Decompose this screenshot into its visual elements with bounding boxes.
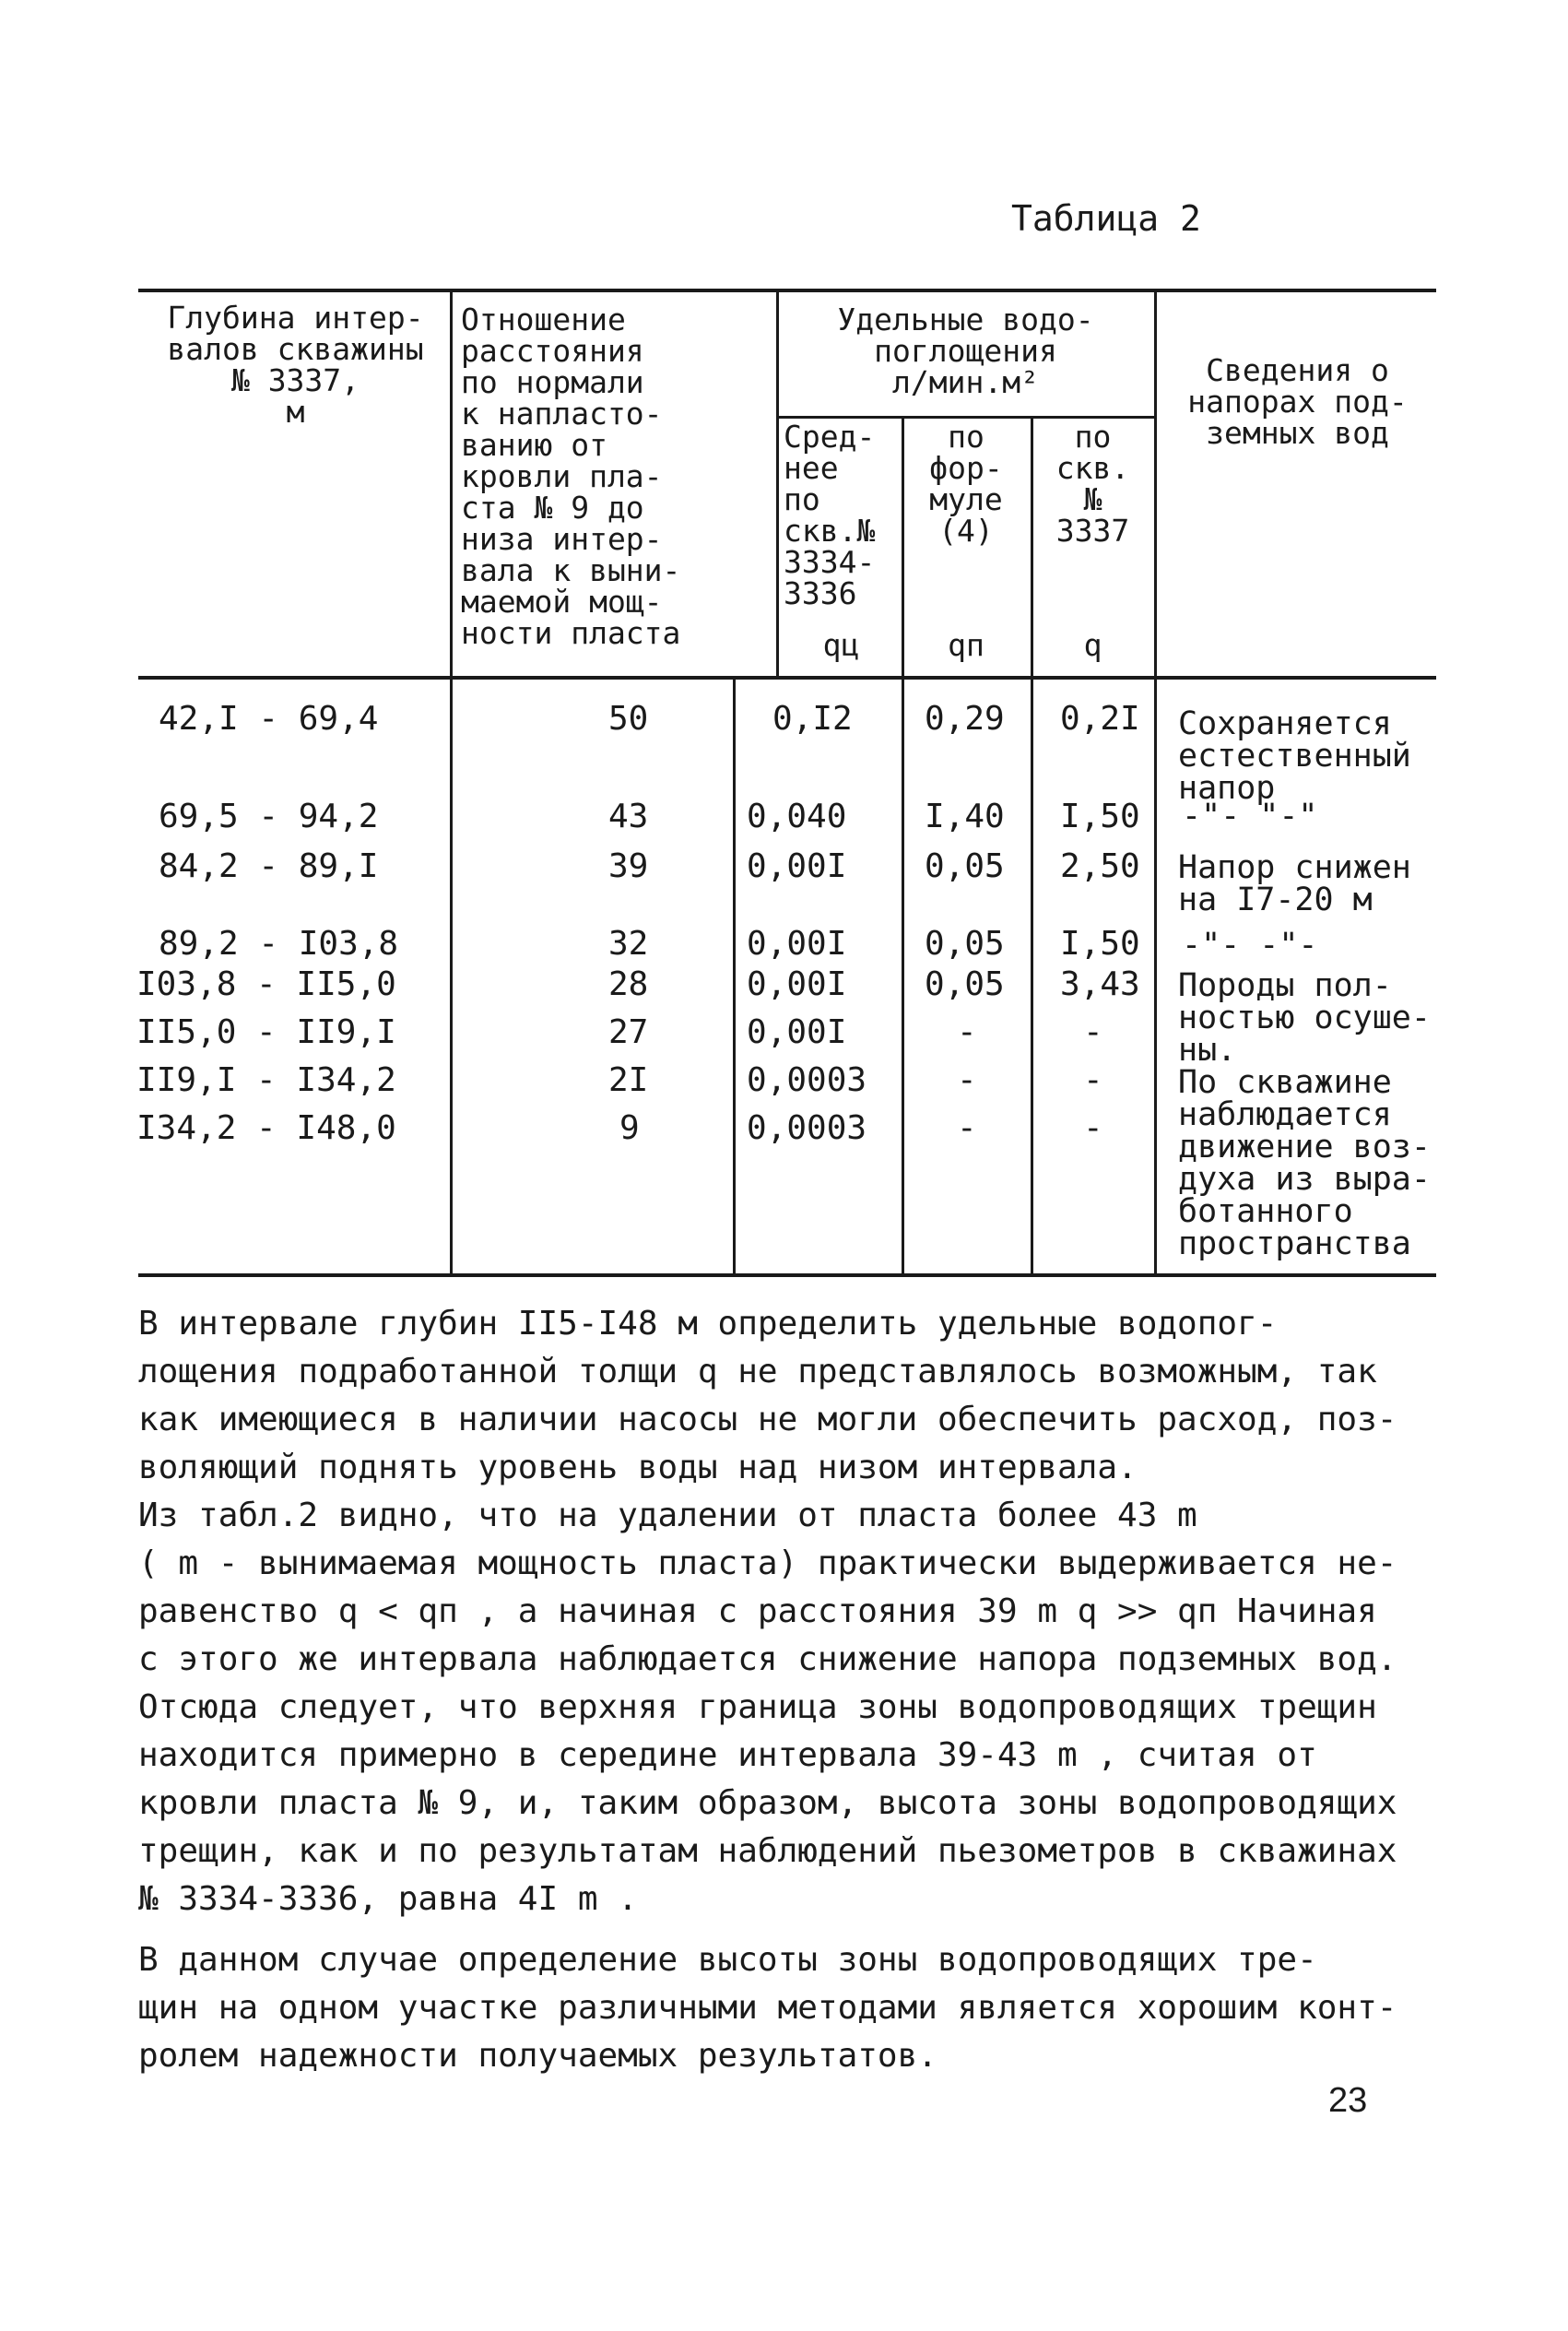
cell-average: 0,00I [747, 965, 847, 1003]
note-natural-pressure: Сохраняется естественный напор [1178, 705, 1411, 807]
cell-formula: I,40 [925, 798, 1005, 835]
col-divider-2b [733, 676, 736, 1275]
cell-depth: 89,2 - I03,8 [159, 925, 399, 963]
cell-well: - [1083, 1013, 1103, 1051]
header-sub-average: Сред- нее по скв.№ 3334- 3336 [784, 419, 876, 611]
cell-ratio: 43 [608, 798, 649, 835]
cell-formula: - [957, 1109, 977, 1147]
paragraph-1: В интервале глубин II5-I48 м определить удельные водопог- лощения подработанной толщи q не представлялось возможным, так как имеющиеся в наличии насосы не могли обеспечить расход, поз- воляющий поднять уровень воды над низом интервала. [138, 1305, 1397, 1486]
cell-depth: 84,2 - 89,I [159, 847, 379, 885]
cell-well: I,50 [1060, 798, 1140, 835]
cell-formula: 0,05 [925, 965, 1005, 1003]
cell-average: 0,00I [747, 925, 847, 963]
table-top-rule [138, 289, 1436, 292]
cell-well: 2,50 [1060, 847, 1140, 885]
cell-ratio: 32 [608, 925, 649, 963]
cell-formula: 0,05 [925, 847, 1005, 885]
cell-depth: I03,8 - II5,0 [136, 965, 396, 1003]
cell-ratio: 28 [608, 965, 649, 1003]
header-sub-formula-symbol: qп [948, 627, 984, 663]
cell-formula: - [957, 1013, 977, 1051]
col-divider-3 [902, 416, 904, 1275]
cell-average: 0,040 [747, 798, 847, 835]
header-absorption: Удельные водо- поглощения л/мин.м² [837, 302, 1094, 400]
header-pressure-info: Сведения о напорах под- земных вод [1187, 352, 1408, 451]
cell-average: 0,00I [747, 847, 847, 885]
col-divider-1 [450, 289, 453, 1275]
cell-well: - [1083, 1109, 1103, 1147]
cell-ratio: 27 [608, 1013, 649, 1051]
cell-average: 0,I2 [772, 700, 853, 738]
header-ratio: Отношение расстояния по нормали к напласто- ванию от кровли пла- ста № 9 до низа интер- вала к выни- маемой мощ- ности пласта [461, 302, 681, 651]
cell-well: 0,2I [1060, 700, 1140, 738]
col-divider-4 [1031, 416, 1033, 1275]
cell-depth: II5,0 - II9,I [136, 1013, 396, 1051]
header-sub-formula: по фор- муле (4) [929, 419, 1003, 549]
paragraph-2: Из табл.2 видно, что на удалении от пласта более 43 m ( m - вынимаемая мощность пласта) практически выдерживается не- равенство q < qп , а начиная с расстояния 39 m q >> qп Начиная с этого же интервала наблюдается снижение напора подземных вод. Отсюда следует, что верхняя граница зоны водопроводящих трещин находится примерно в середине интервала 39-43 m , считая от кровли пласта № 9, и, таким образом, высота зоны водопроводящих трещин, как и по результатам наблюдений пьезометров в скважинах № 3334-3336, равна 4I m . [138, 1497, 1397, 1918]
table-header-rule [138, 676, 1436, 680]
cell-average: 0,00I [747, 1013, 847, 1051]
header-sub-well-symbol: q [1083, 627, 1102, 663]
cell-well: I,50 [1060, 925, 1140, 963]
paragraph-3: В данном случае определение высоты зоны водопроводящих тре- щин на одном участке различными методами является хорошим конт- ролем надежности получаемых результатов. [138, 1941, 1397, 2075]
cell-formula: 0,29 [925, 700, 1005, 738]
cell-ratio: 9 [619, 1109, 640, 1147]
cell-well: - [1083, 1061, 1103, 1099]
cell-well: 3,43 [1060, 965, 1140, 1003]
note-rocks-drained: Породы пол- ностью осуше- ны. По скважине наблюдается движение воз- духа из выра- ботанного пространства [1178, 967, 1431, 1262]
cell-depth: 69,5 - 94,2 [159, 798, 379, 835]
table-bottom-rule [138, 1273, 1436, 1277]
cell-formula: 0,05 [925, 925, 1005, 963]
page-number: 23 [1328, 2081, 1368, 2120]
col-divider-2a [776, 289, 779, 678]
cell-depth: II9,I - I34,2 [136, 1061, 396, 1099]
cell-ratio: 2I [608, 1061, 649, 1099]
cell-ratio: 50 [608, 700, 649, 738]
table-caption: Таблица 2 [1011, 198, 1201, 239]
cell-depth: I34,2 - I48,0 [136, 1109, 396, 1147]
cell-formula: - [957, 1061, 977, 1099]
header-sub-well: по скв. № 3337 [1055, 419, 1130, 549]
col-divider-5 [1154, 289, 1157, 1275]
note-ditto-2: -"- -"- [1182, 927, 1318, 964]
note-ditto-1: -"- "-" [1182, 798, 1318, 834]
cell-depth: 42,I - 69,4 [159, 700, 379, 738]
cell-average: 0,0003 [747, 1109, 867, 1147]
header-depth: Глубина интер- валов скважины № 3337, м [167, 300, 424, 430]
cell-ratio: 39 [608, 847, 649, 885]
cell-average: 0,0003 [747, 1061, 867, 1099]
note-pressure-reduced: Напор снижен на I7-20 м [1178, 849, 1411, 918]
header-sub-average-symbol: qц [822, 627, 860, 663]
